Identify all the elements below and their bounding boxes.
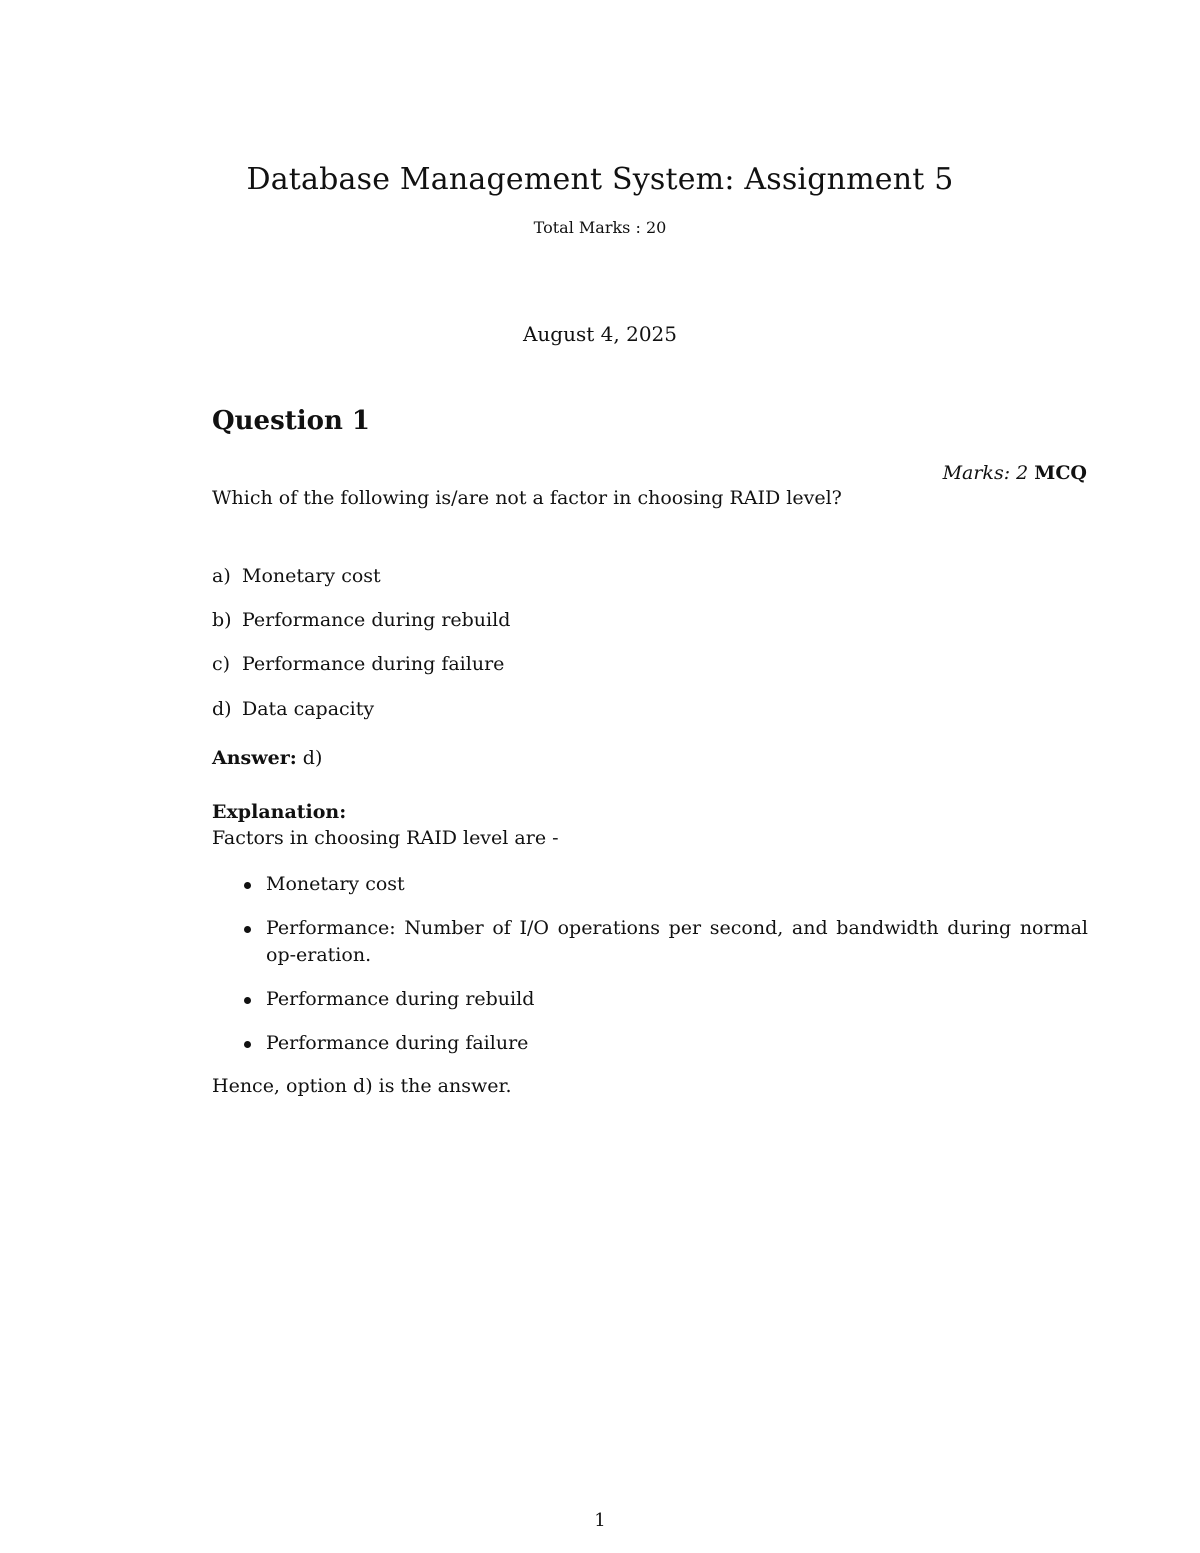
total-marks: Total Marks : 20 (533, 218, 667, 237)
option-a (212, 565, 381, 587)
option-text: Monetary cost (242, 565, 381, 587)
option-b (212, 609, 510, 631)
option-letter: a) (212, 565, 231, 587)
option-text: Performance during rebuild (242, 609, 511, 631)
option-letter: d) (212, 698, 232, 720)
option-text: Performance during failure (242, 653, 505, 675)
document-date: August 4, 2025 (522, 322, 677, 346)
bullet-icon (244, 997, 251, 1004)
option-c (212, 653, 504, 675)
question-heading: Question 1 (212, 406, 371, 436)
option-d (212, 698, 374, 720)
conclusion-text: Hence, option d) is the answer. (212, 1075, 512, 1097)
bullet-icon (244, 926, 251, 933)
answer-line (212, 747, 322, 769)
option-text: Data capacity (242, 698, 375, 720)
question-type: MCQ (1034, 462, 1087, 484)
option-letter: c) (212, 653, 231, 675)
answer-value: d) (302, 747, 323, 769)
option-letter: b) (212, 609, 232, 631)
question-text: Which of the following is/are not a factor in choosing RAID level? (212, 487, 842, 509)
bullet-text: Performance: Number of I/O operations per second, and bandwidth during normal op-eration. (266, 917, 1088, 966)
page-number: 1 (594, 1510, 606, 1531)
bullet-text: Performance during rebuild (266, 988, 535, 1010)
answer-label: Answer: (212, 747, 297, 769)
bullet-icon (244, 882, 251, 889)
bullet-text: Performance during failure (266, 1032, 529, 1054)
bullet-text: Monetary cost (266, 873, 405, 895)
explanation-intro: Factors in choosing RAID level are - (212, 827, 559, 849)
document-title: Database Management System: Assignment 5 (246, 162, 954, 197)
explanation-label: Explanation: (212, 801, 347, 823)
marks-value: 2 (1016, 462, 1029, 484)
question-marks (943, 462, 1087, 484)
bullet-icon (244, 1041, 251, 1048)
marks-label: Marks: (942, 462, 1011, 484)
